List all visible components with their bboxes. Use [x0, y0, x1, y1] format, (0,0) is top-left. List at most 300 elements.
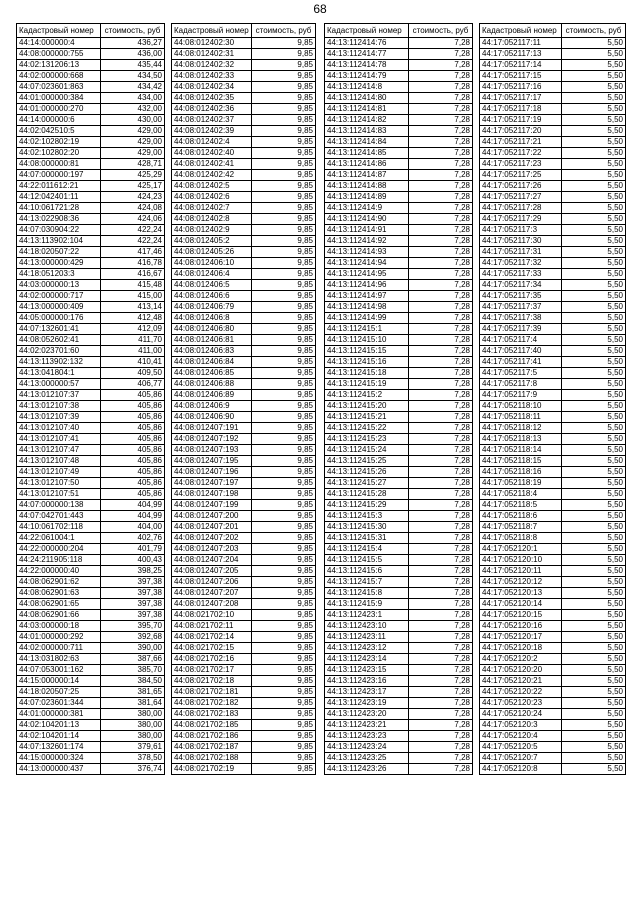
cost-value: 387,66	[101, 654, 165, 665]
cost-value: 9,85	[252, 665, 316, 676]
cadastral-number: 44:13:022908:36	[17, 214, 101, 225]
cadastral-number: 44:13:012107:39	[17, 412, 101, 423]
cadastral-number: 44:01:000000:270	[17, 104, 101, 115]
cost-value: 5,50	[562, 434, 626, 445]
cost-value: 5,50	[562, 588, 626, 599]
table-row	[17, 269, 165, 280]
table-row	[325, 324, 473, 335]
cost-value: 7,28	[409, 610, 473, 621]
cadastral-number: 44:13:112415:7	[325, 577, 409, 588]
table-row	[480, 258, 626, 269]
cadastral-number: 44:17:052120:8	[480, 764, 562, 775]
cadastral-number: 44:08:012407:196	[172, 467, 252, 478]
cost-value: 5,50	[562, 60, 626, 71]
cadastral-number: 44:17:052117:35	[480, 291, 562, 302]
table-row	[172, 643, 316, 654]
table-row	[325, 566, 473, 577]
cadastral-number: 44:17:052117:22	[480, 148, 562, 159]
table-row	[172, 478, 316, 489]
cadastral-number: 44:14:000000:4	[17, 38, 101, 49]
table-row	[17, 159, 165, 170]
cadastral-number: 44:17:052117:4	[480, 335, 562, 346]
cost-value: 381,64	[101, 698, 165, 709]
cadastral-number: 44:08:012402:8	[172, 214, 252, 225]
cadastral-number: 44:17:052118:12	[480, 423, 562, 434]
cadastral-table-4	[479, 23, 626, 775]
cadastral-number: 44:08:012402:5	[172, 181, 252, 192]
table-row	[325, 82, 473, 93]
cost-value: 7,28	[409, 148, 473, 159]
cadastral-number: 44:13:113902:132	[17, 357, 101, 368]
cost-value: 429,00	[101, 137, 165, 148]
cadastral-number: 44:08:012407:200	[172, 511, 252, 522]
table-row	[480, 533, 626, 544]
table-row	[172, 401, 316, 412]
cadastral-number: 44:17:052120:2	[480, 654, 562, 665]
cost-value: 404,99	[101, 500, 165, 511]
cadastral-number: 44:08:021702:188	[172, 753, 252, 764]
table-row	[325, 687, 473, 698]
cost-value: 412,09	[101, 324, 165, 335]
cost-value: 7,28	[409, 214, 473, 225]
cost-value: 5,50	[562, 555, 626, 566]
cadastral-number: 44:13:112414:99	[325, 313, 409, 324]
cadastral-number: 44:01:000000:292	[17, 632, 101, 643]
cost-value: 5,50	[562, 489, 626, 500]
cadastral-number: 44:13:113902:104	[17, 236, 101, 247]
table-row	[172, 126, 316, 137]
cadastral-number: 44:13:112423:12	[325, 643, 409, 654]
table-row	[172, 577, 316, 588]
table-row	[17, 500, 165, 511]
table-row	[172, 159, 316, 170]
cadastral-number: 44:08:012407:201	[172, 522, 252, 533]
cadastral-number: 44:18:051203:3	[17, 269, 101, 280]
cadastral-number: 44:17:052117:40	[480, 346, 562, 357]
cost-value: 9,85	[252, 577, 316, 588]
cost-value: 7,28	[409, 423, 473, 434]
cost-value: 5,50	[562, 687, 626, 698]
cadastral-number: 44:17:052117:26	[480, 181, 562, 192]
cost-value: 9,85	[252, 599, 316, 610]
cadastral-number: 44:13:112414:92	[325, 236, 409, 247]
table-row	[480, 478, 626, 489]
cadastral-number: 44:13:112414:79	[325, 71, 409, 82]
table-row	[325, 104, 473, 115]
cadastral-number: 44:08:012407:202	[172, 533, 252, 544]
cost-value: 9,85	[252, 324, 316, 335]
table-row	[172, 335, 316, 346]
table-row	[17, 126, 165, 137]
table-row	[172, 104, 316, 115]
cadastral-number: 44:17:052118:16	[480, 467, 562, 478]
cost-value: 381,65	[101, 687, 165, 698]
cost-value: 7,28	[409, 456, 473, 467]
table-row	[325, 621, 473, 632]
cost-value: 5,50	[562, 159, 626, 170]
cost-value: 7,28	[409, 390, 473, 401]
table-row	[325, 632, 473, 643]
cadastral-number: 44:08:021702:19	[172, 764, 252, 775]
cost-value: 9,85	[252, 643, 316, 654]
table-row	[480, 456, 626, 467]
table-row	[325, 225, 473, 236]
cadastral-number: 44:13:012107:40	[17, 423, 101, 434]
cost-value: 9,85	[252, 401, 316, 412]
cost-value: 7,28	[409, 665, 473, 676]
cost-value: 424,23	[101, 192, 165, 203]
table-row	[325, 401, 473, 412]
cadastral-number: 44:17:052120:13	[480, 588, 562, 599]
table-row	[172, 445, 316, 456]
cost-value: 9,85	[252, 522, 316, 533]
table-row	[17, 225, 165, 236]
cadastral-number: 44:17:052120:23	[480, 698, 562, 709]
cost-value: 405,86	[101, 456, 165, 467]
cost-value: 376,74	[101, 764, 165, 775]
cost-value: 5,50	[562, 214, 626, 225]
table-row	[325, 588, 473, 599]
cost-value: 5,50	[562, 258, 626, 269]
cadastral-number: 44:17:052120:17	[480, 632, 562, 643]
table-row	[480, 291, 626, 302]
cost-value: 9,85	[252, 214, 316, 225]
table-row	[17, 489, 165, 500]
cost-value: 5,50	[562, 335, 626, 346]
cadastral-number: 44:08:021702:14	[172, 632, 252, 643]
table-row	[480, 324, 626, 335]
cost-value: 9,85	[252, 302, 316, 313]
cost-value: 7,28	[409, 192, 473, 203]
cost-value: 9,85	[252, 346, 316, 357]
cadastral-number: 44:08:021702:182	[172, 698, 252, 709]
cadastral-number: 44:17:052117:29	[480, 214, 562, 225]
cost-value: 428,71	[101, 159, 165, 170]
cadastral-number: 44:07:000000:138	[17, 500, 101, 511]
table-row	[480, 148, 626, 159]
table-row	[172, 357, 316, 368]
cadastral-number: 44:08:012406:89	[172, 390, 252, 401]
table-row	[172, 280, 316, 291]
cost-value: 5,50	[562, 115, 626, 126]
cadastral-number: 44:17:052117:11	[480, 38, 562, 49]
table-row	[17, 456, 165, 467]
cost-value: 379,61	[101, 742, 165, 753]
table-row	[325, 93, 473, 104]
table-row	[480, 412, 626, 423]
cost-value: 9,85	[252, 104, 316, 115]
cadastral-number: 44:13:112414:78	[325, 60, 409, 71]
cadastral-number: 44:08:021702:185	[172, 720, 252, 731]
table-row	[172, 236, 316, 247]
cadastral-number: 44:08:021702:181	[172, 687, 252, 698]
cost-value: 9,85	[252, 148, 316, 159]
cadastral-number: 44:08:012407:208	[172, 599, 252, 610]
table-row	[325, 280, 473, 291]
cadastral-number: 44:02:104201:14	[17, 731, 101, 742]
table-row	[325, 698, 473, 709]
cadastral-number: 44:13:112423:11	[325, 632, 409, 643]
table-row	[17, 49, 165, 60]
table-row	[325, 159, 473, 170]
cost-value: 7,28	[409, 742, 473, 753]
cadastral-number: 44:13:112414:76	[325, 38, 409, 49]
cadastral-number: 44:13:112414:96	[325, 280, 409, 291]
table-row	[480, 137, 626, 148]
table-row	[172, 665, 316, 676]
table-row	[325, 709, 473, 720]
table-row	[325, 577, 473, 588]
cadastral-number: 44:13:112415:10	[325, 335, 409, 346]
cost-value: 5,50	[562, 665, 626, 676]
table-row	[480, 709, 626, 720]
cadastral-number: 44:17:052117:23	[480, 159, 562, 170]
table-row	[172, 291, 316, 302]
table-row	[17, 632, 165, 643]
cadastral-number: 44:13:112414:81	[325, 104, 409, 115]
cadastral-number: 44:08:021702:18	[172, 676, 252, 687]
cadastral-number: 44:08:012402:41	[172, 159, 252, 170]
cadastral-number: 44:17:052120:7	[480, 753, 562, 764]
cadastral-number: 44:17:052120:1	[480, 544, 562, 555]
cost-value: 7,28	[409, 60, 473, 71]
cost-value: 7,28	[409, 346, 473, 357]
cadastral-number: 44:17:052117:30	[480, 236, 562, 247]
cost-value: 9,85	[252, 82, 316, 93]
cost-value: 9,85	[252, 687, 316, 698]
cadastral-number: 44:13:112414:94	[325, 258, 409, 269]
cost-value: 9,85	[252, 313, 316, 324]
cadastral-number: 44:18:020507:22	[17, 247, 101, 258]
cadastral-number: 44:08:021702:10	[172, 610, 252, 621]
cadastral-number: 44:08:021702:183	[172, 709, 252, 720]
table-row	[17, 643, 165, 654]
table-row	[17, 555, 165, 566]
cost-value: 5,50	[562, 137, 626, 148]
table-row	[17, 291, 165, 302]
table-row	[17, 599, 165, 610]
table-row	[325, 269, 473, 280]
cadastral-number: 44:08:012402:30	[172, 38, 252, 49]
cadastral-number: 44:03:000000:13	[17, 280, 101, 291]
table-row	[17, 753, 165, 764]
cadastral-number: 44:08:012402:33	[172, 71, 252, 82]
cadastral-number: 44:13:112415:27	[325, 478, 409, 489]
table-row	[325, 390, 473, 401]
table-row	[480, 313, 626, 324]
cadastral-number: 44:13:112414:9	[325, 203, 409, 214]
cadastral-number: 44:17:052117:5	[480, 368, 562, 379]
cost-value: 9,85	[252, 610, 316, 621]
table-row	[17, 511, 165, 522]
cadastral-number: 44:17:052120:15	[480, 610, 562, 621]
table-row	[17, 379, 165, 390]
cost-value: 7,28	[409, 313, 473, 324]
cost-value: 380,00	[101, 709, 165, 720]
cadastral-number: 44:08:000000:755	[17, 49, 101, 60]
table-row	[480, 280, 626, 291]
cadastral-number: 44:13:112414:84	[325, 137, 409, 148]
table-row	[17, 115, 165, 126]
cost-value: 9,85	[252, 511, 316, 522]
table-row	[480, 346, 626, 357]
table-row	[172, 324, 316, 335]
cadastral-number: 44:18:020507:25	[17, 687, 101, 698]
table-row	[172, 676, 316, 687]
table-row	[17, 676, 165, 687]
table-row	[325, 192, 473, 203]
cost-value: 5,50	[562, 236, 626, 247]
cost-value: 5,50	[562, 423, 626, 434]
table-row	[172, 555, 316, 566]
header-cost: стоимость, руб	[101, 24, 165, 38]
cost-value: 5,50	[562, 577, 626, 588]
cadastral-number: 44:13:112415:22	[325, 423, 409, 434]
cost-value: 5,50	[562, 599, 626, 610]
cost-value: 416,67	[101, 269, 165, 280]
cost-value: 404,00	[101, 522, 165, 533]
cadastral-number: 44:08:012407:197	[172, 478, 252, 489]
table-row	[17, 621, 165, 632]
table-row	[480, 423, 626, 434]
cadastral-number: 44:17:052117:13	[480, 49, 562, 60]
table-row	[325, 115, 473, 126]
cadastral-number: 44:08:012402:6	[172, 192, 252, 203]
cadastral-number: 44:13:112414:93	[325, 247, 409, 258]
cadastral-number: 44:08:021702:187	[172, 742, 252, 753]
cost-value: 7,28	[409, 544, 473, 555]
table-row	[325, 599, 473, 610]
cost-value: 9,85	[252, 225, 316, 236]
cadastral-number: 44:13:112415:16	[325, 357, 409, 368]
cadastral-number: 44:08:012406:88	[172, 379, 252, 390]
table-row	[17, 720, 165, 731]
cost-value: 7,28	[409, 533, 473, 544]
cadastral-number: 44:17:052117:3	[480, 225, 562, 236]
table-row	[325, 71, 473, 82]
cadastral-number: 44:13:112423:14	[325, 654, 409, 665]
table-row	[325, 126, 473, 137]
cadastral-number: 44:13:000000:437	[17, 764, 101, 775]
table-row	[17, 313, 165, 324]
table-row	[172, 654, 316, 665]
cadastral-number: 44:17:052120:12	[480, 577, 562, 588]
cadastral-number: 44:13:112414:88	[325, 181, 409, 192]
cadastral-number: 44:13:112415:3	[325, 511, 409, 522]
cost-value: 422,24	[101, 225, 165, 236]
table-row	[17, 566, 165, 577]
table-row	[17, 247, 165, 258]
table-row	[480, 82, 626, 93]
table-row	[480, 511, 626, 522]
cost-value: 411,70	[101, 335, 165, 346]
cadastral-number: 44:13:112423:15	[325, 665, 409, 676]
cadastral-number: 44:08:012402:31	[172, 49, 252, 60]
cost-value: 5,50	[562, 698, 626, 709]
table-row	[172, 764, 316, 775]
cadastral-number: 44:08:012406:80	[172, 324, 252, 335]
cadastral-number: 44:13:112414:89	[325, 192, 409, 203]
cadastral-number: 44:13:000000:409	[17, 302, 101, 313]
table-row	[480, 214, 626, 225]
table-row	[325, 137, 473, 148]
cadastral-number: 44:13:112415:24	[325, 445, 409, 456]
header-cadastral: Кадастровый номер	[172, 24, 252, 38]
cadastral-number: 44:08:012406:83	[172, 346, 252, 357]
cost-value: 424,06	[101, 214, 165, 225]
table-row	[325, 643, 473, 654]
cost-value: 9,85	[252, 159, 316, 170]
table-row	[17, 71, 165, 82]
cadastral-number: 44:07:042701:443	[17, 511, 101, 522]
cost-value: 5,50	[562, 71, 626, 82]
cost-value: 7,28	[409, 489, 473, 500]
table-row	[172, 82, 316, 93]
cost-value: 392,68	[101, 632, 165, 643]
table-row	[325, 445, 473, 456]
cost-value: 5,50	[562, 225, 626, 236]
cost-value: 380,00	[101, 720, 165, 731]
table-row	[480, 181, 626, 192]
table-row	[480, 236, 626, 247]
table-row	[325, 742, 473, 753]
table-row	[172, 368, 316, 379]
table-row	[480, 687, 626, 698]
cost-value: 9,85	[252, 170, 316, 181]
cadastral-number: 44:13:112415:31	[325, 533, 409, 544]
table-row	[172, 313, 316, 324]
table-row	[172, 137, 316, 148]
table-row	[325, 203, 473, 214]
table-row	[325, 335, 473, 346]
cadastral-number: 44:08:012402:7	[172, 203, 252, 214]
table-row	[480, 698, 626, 709]
cost-value: 9,85	[252, 126, 316, 137]
cadastral-number: 44:08:012407:198	[172, 489, 252, 500]
cadastral-number: 44:13:000000:429	[17, 258, 101, 269]
table-row	[17, 82, 165, 93]
cost-value: 7,28	[409, 280, 473, 291]
header-cost: стоимость, руб	[409, 24, 473, 38]
cost-value: 5,50	[562, 676, 626, 687]
cost-value: 405,86	[101, 489, 165, 500]
table-row	[172, 412, 316, 423]
cadastral-number: 44:17:052118:19	[480, 478, 562, 489]
cadastral-number: 44:17:052117:39	[480, 324, 562, 335]
cadastral-number: 44:13:012107:51	[17, 489, 101, 500]
cost-value: 7,28	[409, 401, 473, 412]
table-row	[325, 544, 473, 555]
cost-value: 7,28	[409, 445, 473, 456]
cadastral-number: 44:17:052117:17	[480, 93, 562, 104]
cost-value: 7,28	[409, 500, 473, 511]
table-row	[17, 522, 165, 533]
cadastral-number: 44:17:052120:3	[480, 720, 562, 731]
table-row	[172, 258, 316, 269]
cost-value: 5,50	[562, 566, 626, 577]
cadastral-number: 44:02:000000:717	[17, 291, 101, 302]
cadastral-number: 44:15:000000:14	[17, 676, 101, 687]
table-row	[172, 269, 316, 280]
cadastral-number: 44:13:112414:97	[325, 291, 409, 302]
table-row	[17, 302, 165, 313]
cost-value: 7,28	[409, 731, 473, 742]
table-row	[325, 60, 473, 71]
cadastral-number: 44:13:012107:41	[17, 434, 101, 445]
cost-value: 7,28	[409, 698, 473, 709]
cost-value: 7,28	[409, 555, 473, 566]
cost-value: 7,28	[409, 225, 473, 236]
